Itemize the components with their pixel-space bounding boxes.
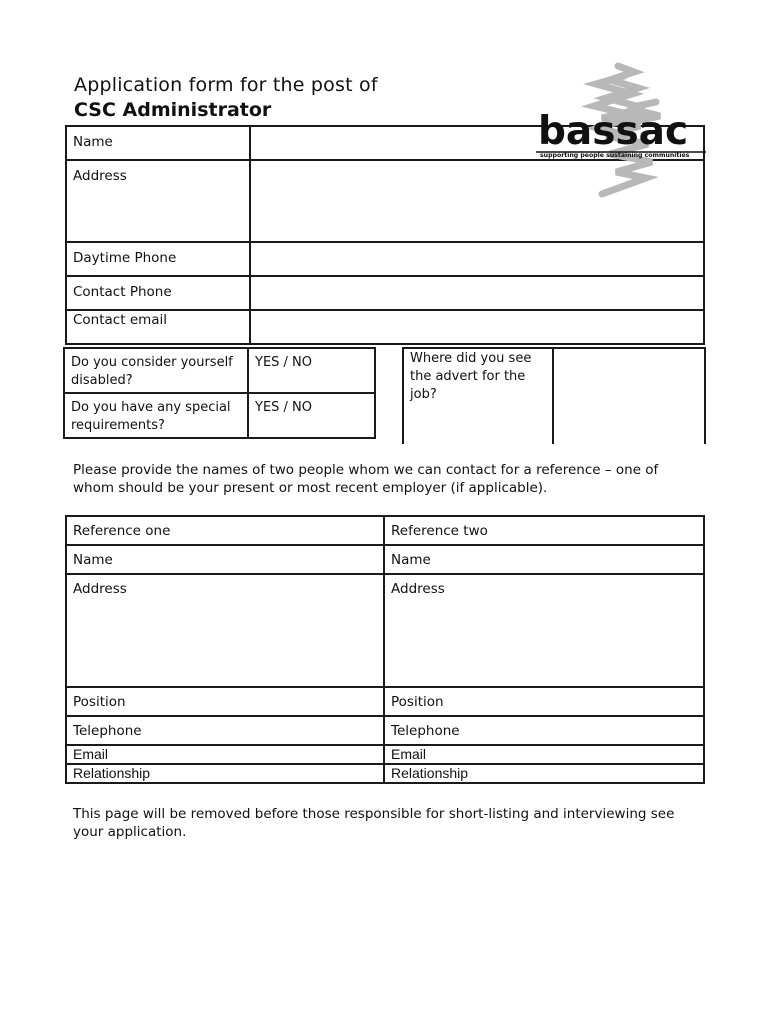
- references-table: [65, 515, 705, 784]
- contact-phone-label: Contact Phone: [66, 276, 250, 310]
- contact-email-label: Contact email: [66, 310, 250, 344]
- form-title: Application form for the post of: [74, 74, 378, 96]
- disabled-answer[interactable]: YES / NO: [248, 348, 375, 393]
- daytime-phone-field[interactable]: [250, 242, 704, 276]
- ref1-address-label[interactable]: Address: [66, 574, 384, 687]
- ref2-relationship-label[interactable]: Relationship: [384, 764, 704, 783]
- advert-table: [402, 347, 706, 444]
- ref2-position-label[interactable]: Position: [384, 687, 704, 716]
- ref1-name-label[interactable]: Name: [66, 545, 384, 574]
- daytime-phone-label: Daytime Phone: [66, 242, 250, 276]
- post-title: CSC Administrator: [74, 99, 272, 121]
- reference-one-header: Reference one: [66, 516, 384, 545]
- ref2-address-label[interactable]: Address: [384, 574, 704, 687]
- logo-wordmark: bassac: [538, 109, 689, 154]
- reference-two-header: Reference two: [384, 516, 704, 545]
- ref2-email-label[interactable]: Email: [384, 745, 704, 764]
- disabled-question: Do you consider yourself disabled?: [64, 348, 248, 393]
- disability-table: [63, 347, 376, 439]
- logo-tagline: supporting people sustaining communities: [540, 152, 690, 159]
- address-label: Address: [66, 160, 250, 242]
- contact-email-field[interactable]: [250, 310, 704, 344]
- advert-question: Where did you see the advert for the job?: [403, 348, 553, 444]
- logo-graphic: [536, 58, 706, 200]
- ref1-email-label[interactable]: Email: [66, 745, 384, 764]
- ref2-name-label[interactable]: Name: [384, 545, 704, 574]
- advert-answer-field[interactable]: [553, 348, 705, 444]
- footer-note: This page will be removed before those responsible for short-listing and interviewing see your application.: [73, 806, 675, 840]
- contact-phone-field[interactable]: [250, 276, 704, 310]
- special-requirements-answer[interactable]: YES / NO: [248, 393, 375, 438]
- name-label: Name: [66, 126, 250, 160]
- ref1-telephone-label[interactable]: Telephone: [66, 716, 384, 745]
- ref2-telephone-label[interactable]: Telephone: [384, 716, 704, 745]
- ref1-position-label[interactable]: Position: [66, 687, 384, 716]
- reference-intro: Please provide the names of two people whom we can contact for a reference – one of whom should be your present or most recent employer (if applicable).: [73, 462, 659, 496]
- bassac-logo: [536, 58, 706, 200]
- special-requirements-question: Do you have any special requirements?: [64, 393, 248, 438]
- ref1-relationship-label[interactable]: Relationship: [66, 764, 384, 783]
